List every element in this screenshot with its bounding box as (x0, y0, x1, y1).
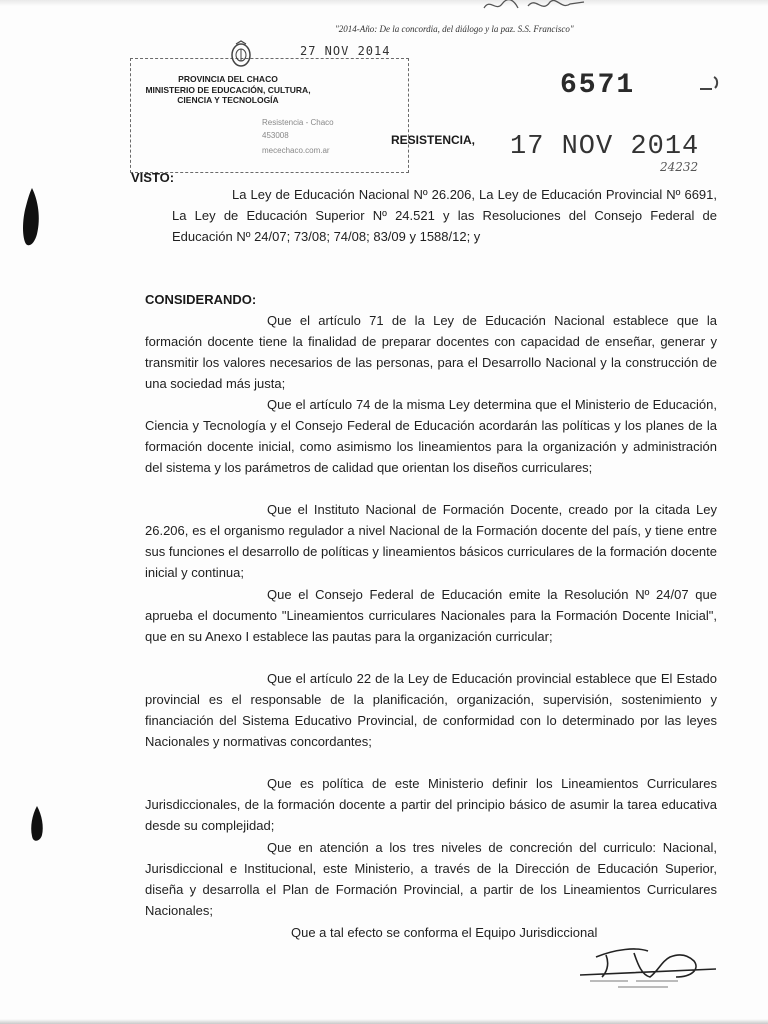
considerando-paragraph: Que el artículo 74 de la misma Ley determina que el Ministerio de Educación, Ciencia y Tecnología y el Consejo Federal de Educación acordarán las políticas y los planes de la formación docente inicial, como asimismo los lineamientos para la organización y administración del sistema y los parámetros de calidad que orientan los diseños curriculares; (145, 397, 717, 475)
institution-block (128, 74, 328, 106)
stamp-faded-line: 453008 (262, 131, 289, 140)
handwritten-scribble (480, 0, 590, 16)
handwritten-number: 24232 (660, 160, 699, 174)
stamp-received-date: 27 NOV 2014 (300, 44, 391, 58)
considerando-paragraph: Que el Instituto Nacional de Formación Docente, creado por la citada Ley 26.206, es el organismo regulador a nivel Nacional de la Formación docente del país, y tiene entre sus funciones el desarrollo de políticas y lineamientos básicos curriculares de la formación docente inicial y continua; (145, 502, 717, 580)
place-label: RESISTENCIA, (391, 133, 476, 147)
stamp-faded-line: Resistencia - Chaco (262, 118, 334, 127)
considerando-paragraph: Que el artículo 22 de la Ley de Educación provincial establece que El Estado provincial es el responsable de la planificación, organización, supervisión, sostenimiento y financiación del Sistema Educativo Provincial, de conformidad con lo determinado por las leyes Nacionales y normativas concordantes; (145, 671, 717, 749)
considerando-heading: CONSIDERANDO: (145, 292, 257, 307)
page-bottom-edge (0, 1019, 768, 1024)
number-dash-mark (698, 73, 722, 97)
visto-heading: VISTO: (131, 170, 175, 185)
stamp-faded-line: mecechaco.com.ar (262, 146, 330, 155)
institution-line: CIENCIA Y TECNOLOGÍA (177, 95, 279, 105)
page-top-edge (0, 0, 768, 6)
provincial-seal (230, 40, 252, 68)
considerando-paragraph: Que a tal efecto se conforma el Equipo Jurisdiccional (291, 925, 598, 940)
considerando-paragraph: Que el artículo 71 de la Ley de Educación Nacional establece que la formación docente tiene la finalidad de preparar docentes con capacidad de enseñar, generar y transmitir los valores necesarios de las personas, para el Desarrollo Nacional y la construcción de una sociedad más justa; (145, 313, 717, 391)
institution-line: PROVINCIA DEL CHACO (178, 74, 278, 84)
date-stamp: 17 NOV 2014 (510, 132, 700, 162)
visto-paragraph: La Ley de Educación Nacional Nº 26.206, La Ley de Educación Provincial Nº 6691, La Ley de Educación Superior Nº 24.521 y las Resoluciones del Consejo Federal de Educación Nº 24/07; 73/08; 74/08; 83/09 y 1588/12; y (172, 187, 717, 244)
punch-hole-mark (28, 805, 46, 845)
considerando-paragraph: Que el Consejo Federal de Educación emite la Resolución Nº 24/07 que aprueba el documento "Lineamientos curriculares Nacionales para la Formación Docente Inicial", que en su Anexo I establece las pautas para la organización curricular; (145, 587, 717, 644)
institution-line: MINISTERIO DE EDUCACIÓN, CULTURA, (145, 84, 311, 95)
document-number: 6571 (560, 70, 636, 101)
punch-hole-mark (20, 186, 42, 250)
year-motto: "2014-Año: De la concordia, del diálogo y la paz. S.S. Francisco" (335, 24, 574, 34)
considerando-paragraph: Que en atención a los tres niveles de concreción del curriculo: Nacional, Jurisdiccional e Institucional, este Ministerio, a través de la Dirección de Educación Superior, diseña y desarrolla el Plan de Formación Provincial, a partir de los Lineamientos Curriculares Nacionales; (145, 840, 717, 918)
signature-faded-text (588, 975, 708, 991)
considerando-paragraph: Que es política de este Ministerio definir los Lineamientos Curriculares Jurisdiccionales, de la formación docente a partir del principio básico de asumir la tarea educativa desde su complejidad; (145, 776, 717, 833)
